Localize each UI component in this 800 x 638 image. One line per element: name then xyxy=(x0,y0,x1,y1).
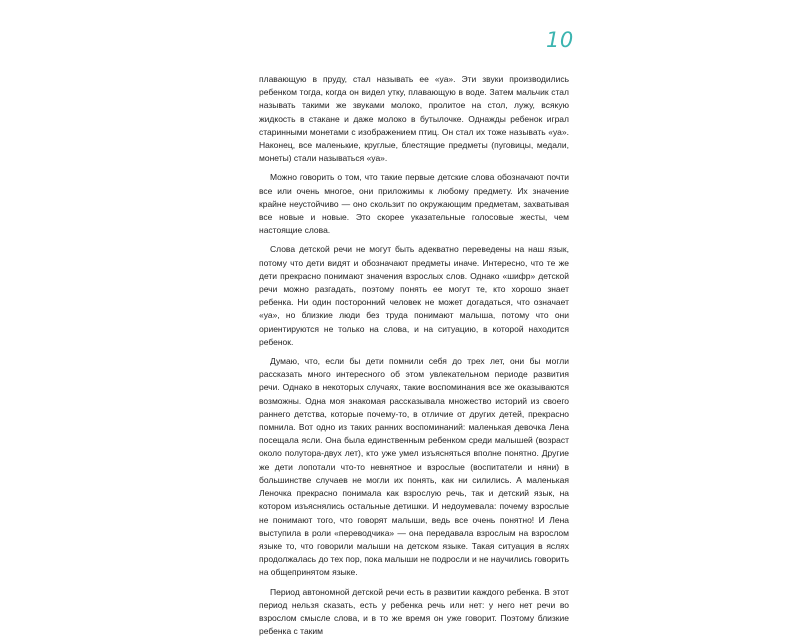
paragraph: Думаю, что, если бы дети помнили себя до трех лет, они бы могли рассказать много интересного об этом увлекательном периоде развития речи. Однако в некоторых случаях, такие воспоминания все же оказываются возможны. Одна моя знакомая рассказывала множество историй из своего раннего детства, которые почему-то, в отличие от других детей, прекрасно помнила. Вот одно из таких ранних воспоминаний: маленькая девочка Лена посещала ясли. Она была единственным ребенком среди малышей (возраст около полутора-двух лет), кто уже умел изъясняться вполне понятно. Другие же дети лопотали что-то невнятное и взрослые (воспитатели и няни) в большинстве случаев не могли их понять, как ни силились. А маленькая Леночка прекрасно понимала как взрослую речь, так и детский язык, на котором изъяснялись остальные детишки. И недоумевала: почему взрослые не понимают того, что говорят малыши, ведь все очень понятно! И Лена выступила в роли «переводчика» — она передавала взрослым на взрослом языке то, что говорили малыши на детском языке. Такая ситуация в яслях продолжалась до тех пор, пока малыши не подросли и не научились говорить на общепринятом языке. xyxy=(259,356,569,578)
paragraph: Период автономной детской речи есть в развитии каждого ребенка. В этот период нельзя сказать, есть у ребенка речь или нет: у него нет речи во взрослом смысле слова, и в то же время он уже говорит. Поэтому близкие ребенка с таким xyxy=(259,586,569,637)
paragraph: плавающую в пруду, стал называть ее «уа». Эти звуки производились ребенком тогда, когда он видел утку, плавающую в воде. Затем мальчик стал называть такими же звуками молоко, пролитое на стол, лужу, всякую жидкость в стакане и даже молоко в бутылочке. Однажды ребенок играл старинными монетами с изображением птиц. Он стал их тоже называть «уа». Наконец, все маленькие, круглые, блестящие предметы (пуговицы, медали, монеты) стали называться «уа». xyxy=(259,74,569,164)
paragraph: Можно говорить о том, что такие первые детские слова обозначают почти все или очень многое, они приложимы к любому предмету. Их значение крайне неустойчиво — оно скользит по окружающим предметам, захватывая все новые и новые. Это скорее указательные голосовые жесты, чем настоящие слова. xyxy=(259,172,569,236)
body-text xyxy=(259,73,569,638)
page-number: 10 xyxy=(546,28,574,52)
paragraph: Слова детской речи не могут быть адекватно переведены на наш язык, потому что дети видят и обозначают предметы иначе. Интересно, что те же дети прекрасно понимают значения взрослых слов. Однако «шифр» детской речи можно разгадать, поэтому понять ее могут те, кто хорошо знает ребенка. Ни один посторонний человек не может догадаться, что означает «уа», но близкие люди без труда понимают малыша, потому что они ориентируются не только на слова, и на ситуацию, в которой находится ребенок. xyxy=(259,244,569,347)
